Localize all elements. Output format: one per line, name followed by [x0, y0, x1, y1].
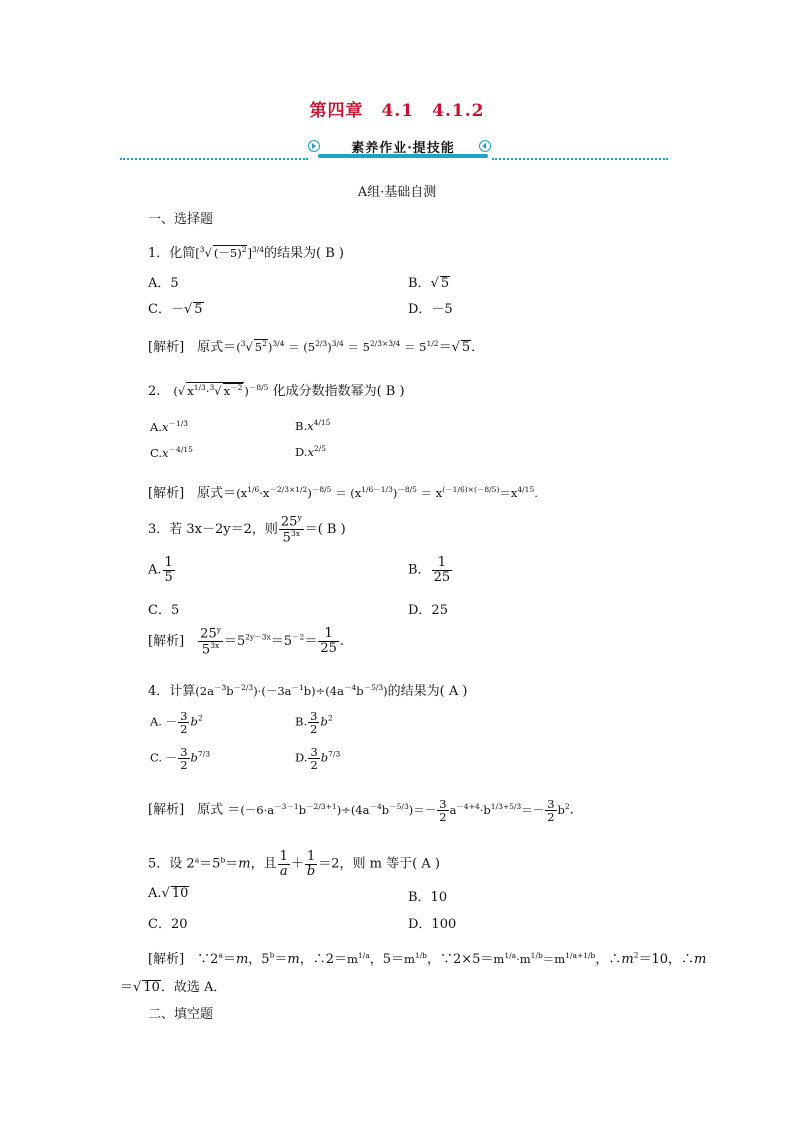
banner-dotted-line-left — [120, 158, 308, 160]
q3-analysis: [解析] $\frac{25^y}{5^{3x}}$ $=5^{2y-3x}=5^{-2}=$ $\frac{1}{25}$ . — [148, 625, 345, 658]
banner-dotted-line-right — [492, 158, 668, 160]
q4-option-c: C. － $\frac{3}{2}$ $b^{7/3}$ — [150, 745, 210, 773]
q2-option-a: $A.x^{-1/3}$ — [150, 419, 189, 434]
q1-option-c: C．－√ 5 — [148, 302, 203, 317]
q1-option-b: B．√ 5 — [408, 276, 450, 291]
q3-option-d: D．25 — [408, 603, 448, 618]
q4-option-a: A. － $\frac{3}{2}$ $b^2$ — [150, 709, 203, 737]
q2-option-d: $D.x^{2/5}$ — [295, 444, 327, 459]
section-heading-choice: 一、选择题 — [148, 212, 214, 227]
q4-option-b: B. $\frac{3}{2}$ $b^2$ — [295, 709, 333, 737]
question-4-stem: 4．计算$(2a^{-3}b^{-2/3})\cdot(-3a^{-1}b)\div(4a^{-4}b^{-5/3})$的结果为( A ) — [148, 683, 468, 699]
play-left-icon — [479, 140, 491, 152]
question-3-stem: 3．若 3x－2y＝2，则 $\frac{25^y}{5^{3x}}$ ＝( B ) — [148, 513, 346, 546]
question-1-stem: 1．化简[$^3$√ $(-5)^2]^{3/4}$的结果为( B ) — [148, 245, 345, 261]
q4-analysis: [解析] 原式 $=(-6\cdot a^{-3-1}b^{-2/3+1})\div(4a^{-4}b^{-5/3})=-$ $\frac{3}{2}$ $a^{-4+4}\cdot b^{1/3+5/3}=-$ $\frac{3}{2}$ $b^2$． — [148, 797, 583, 825]
q5-option-a: A.√ 10 — [148, 886, 189, 901]
q1-option-d: D．－5 — [408, 302, 453, 317]
q1-prefix: 1．化简 — [148, 246, 196, 261]
q1-option-a: A．5 — [148, 276, 179, 291]
q5-option-c: C．20 — [148, 917, 188, 932]
q5-option-b: B．10 — [408, 890, 448, 905]
q5-option-d: D．100 — [408, 917, 457, 932]
q3-option-c: C．5 — [148, 603, 180, 618]
q2-option-c: $C.x^{-4/15}$ — [150, 445, 193, 460]
q5-analysis-line-2: ＝√ 10．故选 A． — [120, 980, 227, 995]
q2-analysis: [解析] 原式$=(x^{1/6}\cdot x^{-2/3\times 1/2})^{-8/5} = (x^{1/6-1/3})^{-8/5} = x^{(-1/6)\times(-8/5)}=x^{4/15}$. — [148, 485, 538, 501]
question-2-stem: 2. (√ $x^{1/3}\cdot^3√$ $x^{-2}$ )$^{-8/5}$ 化成分数指数幂为( B ) — [148, 383, 405, 399]
section-heading-fill: 二、填空题 — [148, 1007, 214, 1022]
q4-option-d: D. $\frac{3}{2}$ $b^{7/3}$ — [295, 745, 341, 773]
q3-option-b: B． $\frac{1}{25}$ — [408, 555, 451, 585]
page-title: 第四章 4.1 4.1.2 — [309, 101, 485, 121]
q5-analysis-line-1: [解析] $\because 2^a=m$，$5^b=m$，$\therefore 2=m^{1/a}$，$5=m^{1/b}$，$\because 2\times 5=m^{1/a}\cdot m^{1/b}=m^{1/a+1/b}$，$\therefore m^2=10$，∴m — [148, 950, 707, 967]
q1-suffix: 的结果为( B ) — [264, 246, 345, 261]
q2-option-b: $B.x^{4/15}$ — [295, 418, 331, 433]
q3-option-a: A. $\frac{1}{5}$ — [148, 555, 173, 585]
q1-analysis: [解析] 原式＝($^3$√ $5^2)^{3/4} = (5^{2/3})^{3/4} = 5^{2/3\times 3/4} = 5^{1/2}=√$ 5． — [148, 339, 485, 355]
banner-title: 素养作业·提技能 — [351, 141, 455, 156]
analysis-label: [解析] — [148, 340, 185, 355]
question-5-stem: 5．设 $2^a=5^b=m$，且 $\frac{1}{a}$ ＋ $\frac{1}{b}$ ＝2，则 m 等于( A ) — [148, 849, 440, 879]
group-title: A组·基础自测 — [357, 185, 437, 200]
